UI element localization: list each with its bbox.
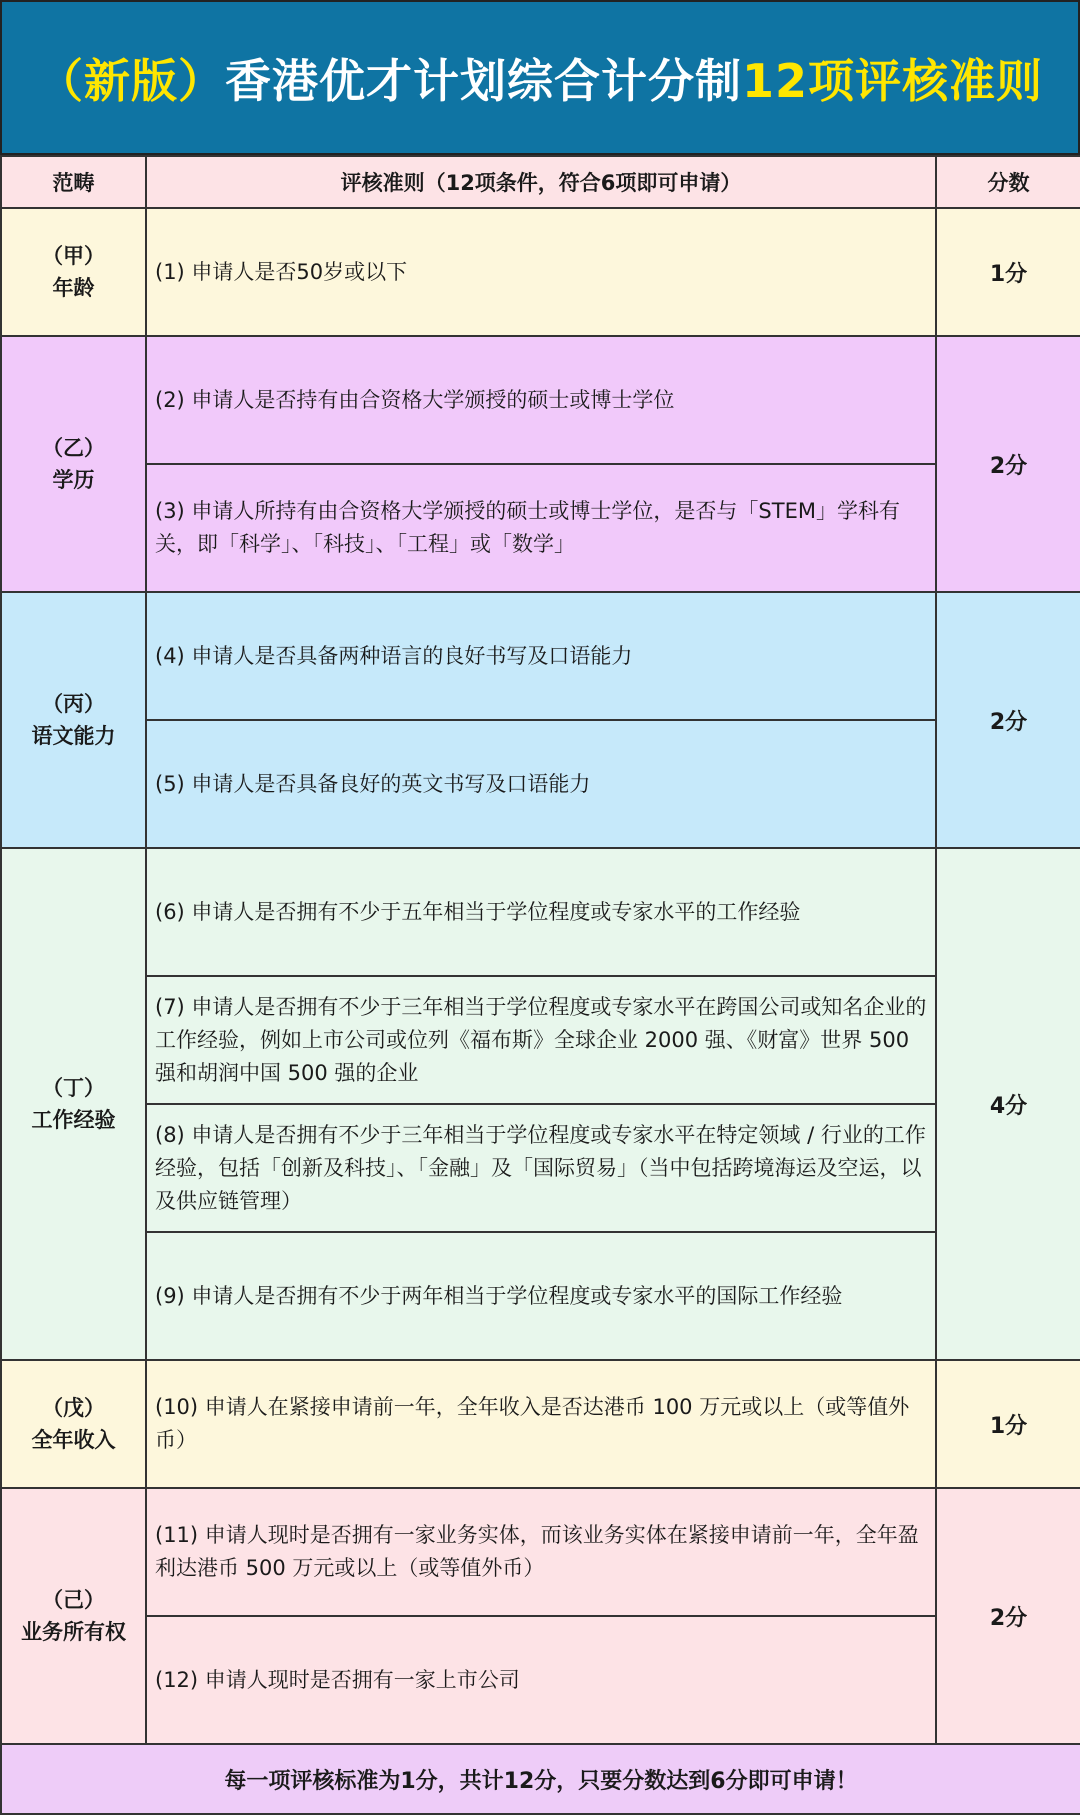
category-education [1, 336, 146, 592]
category-name: 年龄 [52, 276, 95, 300]
category-name: 业务所有权 [21, 1620, 126, 1644]
criterion-1: (1) 申请人是否50岁或以下 [146, 208, 936, 336]
score-education: 2分 [936, 336, 1080, 592]
footer-note: 每一项评核标准为1分，共计12分，只要分数达到6分即可申请！ [1, 1744, 1080, 1814]
table-row [1, 336, 1080, 464]
score-age: 1分 [936, 208, 1080, 336]
category-name: 工作经验 [31, 1108, 116, 1132]
category-label: （戊） [42, 1396, 105, 1420]
table-row [1, 976, 1080, 1104]
category-label: （甲） [42, 244, 105, 268]
criterion-6: (6) 申请人是否拥有不少于五年相当于学位程度或专家水平的工作经验 [146, 848, 936, 976]
criteria-table [0, 155, 1080, 1815]
category-label: （丁） [42, 1076, 105, 1100]
table-header-row [1, 156, 1080, 208]
header-criteria: 评核准则（12项条件，符合6项即可申请） [146, 156, 936, 208]
criterion-7: (7) 申请人是否拥有不少于三年相当于学位程度或专家水平在跨国公司或知名企业的工作经验，例如上市公司或位列《福布斯》全球企业 2000 强、《财富》世界 500 强和胡润中国 500 强的企业 [146, 976, 936, 1104]
category-name: 学历 [52, 468, 95, 492]
table-row [1, 848, 1080, 976]
category-work [1, 848, 146, 1360]
table-row [1, 592, 1080, 720]
category-age [1, 208, 146, 336]
criterion-12: (12) 申请人现时是否拥有一家上市公司 [146, 1616, 936, 1744]
table-row [1, 1360, 1080, 1488]
category-label: （乙） [42, 436, 105, 460]
table-row [1, 1488, 1080, 1616]
header-category: 范畴 [1, 156, 146, 208]
criterion-11: (11) 申请人现时是否拥有一家业务实体，而该业务实体在紧接申请前一年，全年盈利达港币 500 万元或以上（或等值外币） [146, 1488, 936, 1616]
title-prefix: （新版） [36, 53, 225, 108]
score-work: 4分 [936, 848, 1080, 1360]
criterion-10: (10) 申请人在紧接申请前一年，全年收入是否达港币 100 万元或以上（或等值外币） [146, 1360, 936, 1488]
category-label: （己） [42, 1588, 105, 1612]
category-label: （丙） [42, 692, 105, 716]
category-language [1, 592, 146, 848]
criterion-4: (4) 申请人是否具备两种语言的良好书写及口语能力 [146, 592, 936, 720]
criterion-9: (9) 申请人是否拥有不少于两年相当于学位程度或专家水平的国际工作经验 [146, 1232, 936, 1360]
score-income: 1分 [936, 1360, 1080, 1488]
footer-row [1, 1744, 1080, 1814]
category-income [1, 1360, 146, 1488]
title-suffix: 12项评核准则 [741, 53, 1043, 108]
title-banner [0, 0, 1080, 155]
criterion-2: (2) 申请人是否持有由合资格大学颁授的硕士或博士学位 [146, 336, 936, 464]
category-name: 语文能力 [31, 724, 116, 748]
category-business [1, 1488, 146, 1744]
criterion-8: (8) 申请人是否拥有不少于三年相当于学位程度或专家水平在特定领域 / 行业的工作经验，包括「创新及科技」、「金融」及「国际贸易」（当中包括跨境海运及空运，以及供应链管理） [146, 1104, 936, 1232]
score-language: 2分 [936, 592, 1080, 848]
table-row [1, 464, 1080, 592]
header-score: 分数 [936, 156, 1080, 208]
table-row [1, 1616, 1080, 1744]
title-main: 香港优才计划综合计分制 [224, 53, 742, 108]
table-row [1, 1232, 1080, 1360]
criterion-3: (3) 申请人所持有由合资格大学颁授的硕士或博士学位，是否与「STEM」学科有关，即「科学」、「科技」、「工程」或「数学」 [146, 464, 936, 592]
table-row [1, 720, 1080, 848]
category-name: 全年收入 [31, 1428, 116, 1452]
score-business: 2分 [936, 1488, 1080, 1744]
table-row [1, 1104, 1080, 1232]
criterion-5: (5) 申请人是否具备良好的英文书写及口语能力 [146, 720, 936, 848]
table-row [1, 208, 1080, 336]
